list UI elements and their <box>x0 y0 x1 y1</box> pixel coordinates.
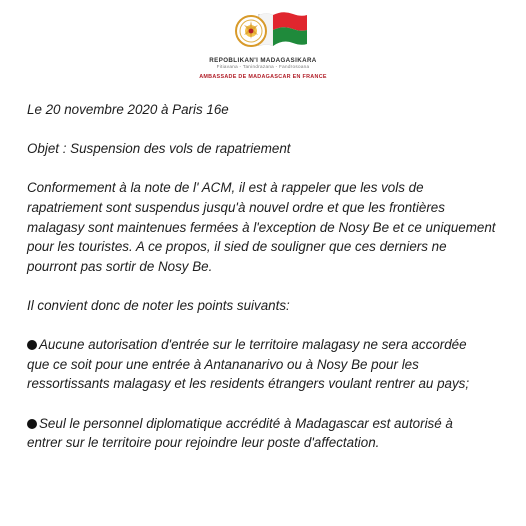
madagascar-seal-and-flag-icon <box>215 6 311 56</box>
bullet-point-1 <box>27 335 507 394</box>
letterhead <box>0 6 526 81</box>
date-line: Le 20 novembre 2020 à Paris 16e <box>27 102 229 117</box>
paragraph-intro-points: Il convient donc de noter les points suivants: <box>27 297 290 313</box>
embassy-name: AMBASSADE DE MADAGASCAR EN FRANCE <box>199 74 327 80</box>
bullet-point-2 <box>27 414 507 453</box>
bullet-text-2: Seul le personnel diplomatique accrédité à Madagascar est autorisé à entrer sur le territoire pour rejoindre leur poste d'affectation. <box>27 415 453 451</box>
bullet-dot-icon <box>27 340 37 350</box>
paragraph-notice: Conformement à la note de l' ACM, il est à rappeler que les vols de rapatriement sont suspendus jusqu'à nouvel ordre et que les frontières malagasy sont maintenues fermées à l'exception de Nosy Be et ce uniquement pour les touristes. A ce propos, il sied de souligner que ces derniers ne pourront pas sortir de Nosy Be. <box>27 180 496 274</box>
letter-body <box>27 100 507 453</box>
bullet-text-1: Aucune autorisation d'entrée sur le territoire malagasy ne sera accordée que ce soit pour une entrée à Antananarivo ou à Nosy Be pour les ressortissants malagasy et les residents étrangers voulant rentrer au pays; <box>27 337 470 392</box>
subject-line: Objet : Suspension des vols de rapatriement <box>27 141 291 157</box>
emblem <box>215 6 311 56</box>
bullet-dot-icon <box>27 419 37 429</box>
republic-name: REPOBLIKAN'I MADAGASIKARA <box>209 57 317 64</box>
national-motto: Fitiavana - Tanindrazana - Fandrosoana <box>216 64 310 69</box>
